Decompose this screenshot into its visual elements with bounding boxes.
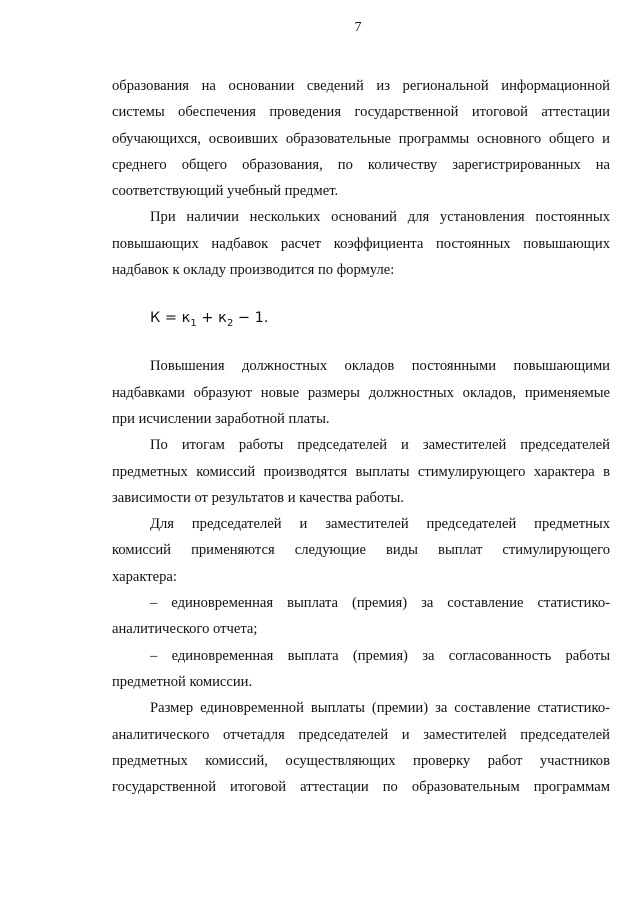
text-line: При наличии нескольких оснований для установления постоянных: [150, 209, 610, 226]
coefficient-formula: [112, 303, 610, 333]
text-line: надбавок к окладу производится по формуле:: [112, 262, 395, 279]
list-item: – единовременная выплата (премия) за составление статистико-: [150, 595, 610, 612]
formula-subscript-1: 1: [190, 318, 197, 330]
text-line: По итогам работы председателей и заместителей председателей: [150, 437, 610, 454]
formula-rhs: − 1.: [233, 310, 269, 327]
text-line: характера:: [112, 568, 177, 585]
text-line: образования на основании сведений из региональной информационной: [112, 78, 610, 94]
text-line: Для председателей и заместителей председателей предметных: [150, 516, 610, 533]
formula-lhs: К = к: [150, 310, 191, 327]
text-line: при исчислении заработной платы.: [112, 410, 330, 427]
text-line: надбавками образуют новые размеры должностных окладов, применяемые: [112, 384, 610, 401]
text-line: повышающих надбавок расчет коэффициента постоянных повышающих: [112, 235, 610, 252]
text-line: среднего общего образования, по количеству зарегистрированных на: [112, 156, 610, 173]
formula-mid: + к: [196, 310, 227, 327]
text-line: зависимости от результатов и качества работы.: [112, 489, 404, 506]
page-number: 7: [354, 20, 362, 35]
list-item: – единовременная выплата (премия) за согласованность работы: [150, 647, 610, 664]
text-line: предметной комиссии.: [112, 673, 253, 690]
text-line: комиссий применяются следующие виды выплат стимулирующего: [112, 542, 610, 559]
text-line: предметных комиссий производятся выплаты стимулирующего характера в: [112, 463, 610, 480]
text-line: Размер единовременной выплаты (премии) за составление статистико-: [150, 700, 610, 717]
text-line: государственной итоговой аттестации по образовательным программам: [112, 779, 610, 796]
text-line: обучающихся, освоивших образовательные программы основного общего и: [112, 130, 610, 147]
text-line: Повышения должностных окладов постоянными повышающими: [150, 358, 610, 375]
formula-subscript-2: 2: [226, 318, 234, 330]
document-body: [112, 73, 610, 800]
text-line: системы обеспечения проведения государственной итоговой аттестации: [112, 104, 610, 121]
text-line: предметных комиссий, осуществляющих проверку работ участников: [112, 752, 610, 769]
text-line: соответствующий учебный предмет.: [112, 183, 339, 200]
text-line: аналитического отчета;: [112, 621, 258, 638]
text-line: аналитического отчетадля председателей и заместителей председателей: [112, 726, 610, 743]
